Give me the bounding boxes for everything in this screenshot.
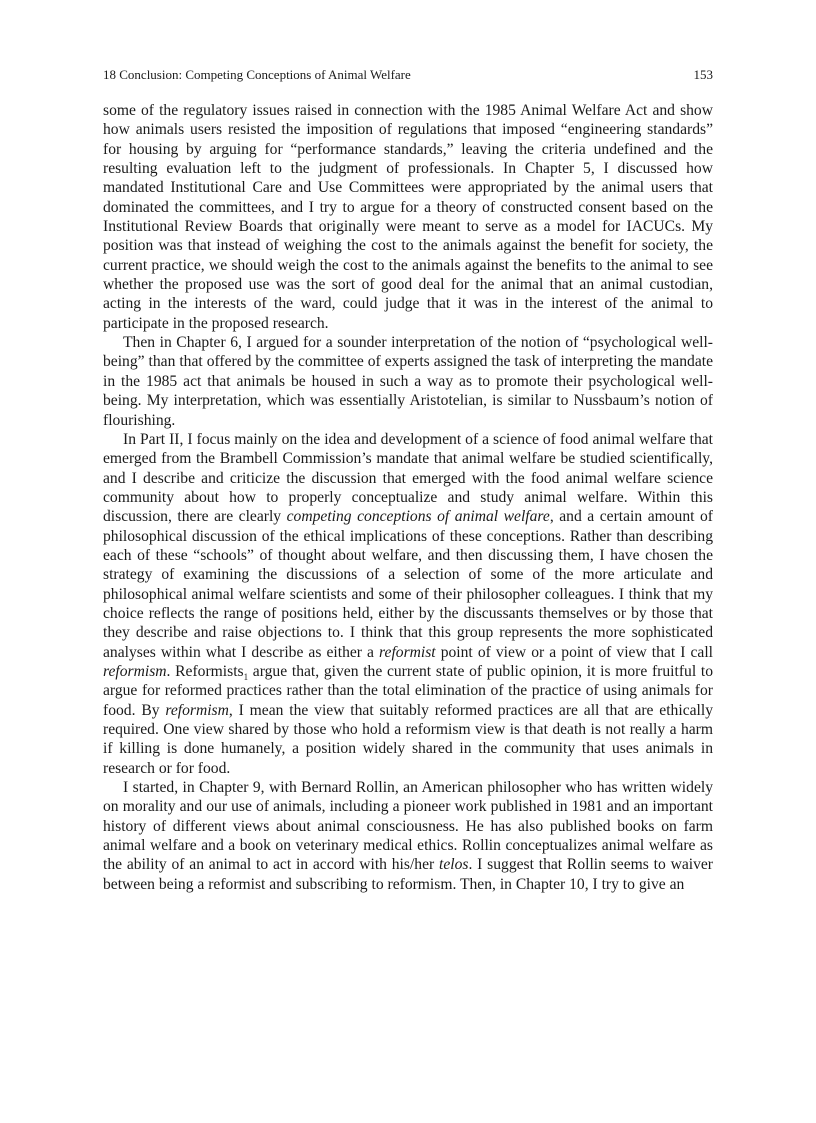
emphasis-reformist: reformist: [379, 643, 436, 661]
running-head: [103, 66, 713, 84]
paragraph-psychological-well-being: Then in Chapter 6, I argued for a sounder interpretation of the notion of “psychological well-being” than that offered by the committee of experts assigned the task of interpreting the mandate in the 1985 act that animals be housed in such a way as to promote their psychological well-being. My interpretation, which was essentially Aristotelian, is similar to Nussbaum’s notion of flourishing.: [103, 334, 713, 429]
emphasis-competing-conceptions: competing conceptions of animal welfare: [286, 508, 550, 526]
footnote-marker[interactable]: 1: [243, 672, 249, 683]
emphasis-reformism: reformism: [103, 662, 167, 680]
page-number: 153: [693, 67, 713, 82]
paragraph-part-two: In Part II, I focus mainly on the idea and development of a science of food animal welfare that emerged from the Brambell Commission’s mandate that animal welfare be studied scientifically, and I describe and criticize the discussion that emerged with the food animal welfare science community about how to properly conceptualize and study animal welfare. Within this discussion, there are clearly competing conceptions of animal welfare, and a certain amount of philosophical discussion of the ethical implications of these conceptions. Rather than describing each of these “schools” of thought about welfare, and then discussing them, I have chosen the strategy of examining the discussions of a selection of some of the more articulate and philosophical animal welfare scientists and some of their philosopher colleagues. I think that my choice reflects the range of positions held, either by the discussants themselves or by those that they describe and raise objections to. I think that this group represents the more sophisticated analyses within what I describe as either a reformist point of view or a point of view that I call reformism. Reformists$_1$ argue that, given the current state of public opinion, it is more fruitful to argue for reformed practices rather than the total elimination of the practice of using animals for food. By reformism, I mean the view that suitably reformed practices are all that are ethically required. One view shared by those who hold a reformism view is that death is not really a harm if killing is done humanely, a position widely shared in the community that uses animals in research or for food.: [103, 430, 714, 777]
emphasis-telos: telos: [439, 856, 469, 874]
body-text: [103, 101, 713, 894]
emphasis-reformism-definition: reformism: [165, 701, 229, 719]
running-head-chapter-title: 18 Conclusion: Competing Conceptions of Animal Welfare: [103, 67, 411, 82]
paragraph-rollin: I started, in Chapter 9, with Bernard Rollin, an American philosopher who has written widely on morality and our use of animals, including a pioneer work published in 1981 and an important history of different views about animal consciousness. He has also published books on farm animal welfare and a book on veterinary medical ethics. Rollin conceptualizes animal welfare as the ability of an animal to act in accord with his/her telos. I suggest that Rollin seems to waiver between being a reformist and subscribing to reformism. Then, in Chapter 10, I try to give an: [103, 779, 713, 893]
paragraph-regulatory-issues: some of the regulatory issues raised in connection with the 1985 Animal Welfare Act and show how animals users resisted the imposition of regulations that imposed “engineering standards” for housing by arguing for “performance standards,” leaving the criteria undefined and the resulting evaluation left to the judgment of professionals. In Chapter 5, I discussed how mandated Institutional Care and Use Committees were appropriated by the animal users that dominated the committees, and I try to argue for a theory of constructed consent based on the Institutional Review Boards that originally were meant to serve as a model for IACUCs. My position was that instead of weighing the cost to the animals against the benefit for society, the current practice, we should weigh the cost to the animals against the benefits to the animal to see whether the proposed use was the sort of good deal for the animal that an animal custodian, acting in the interests of the ward, could judge that it was in the interest of the animal to participate in the proposed research.: [103, 102, 713, 332]
